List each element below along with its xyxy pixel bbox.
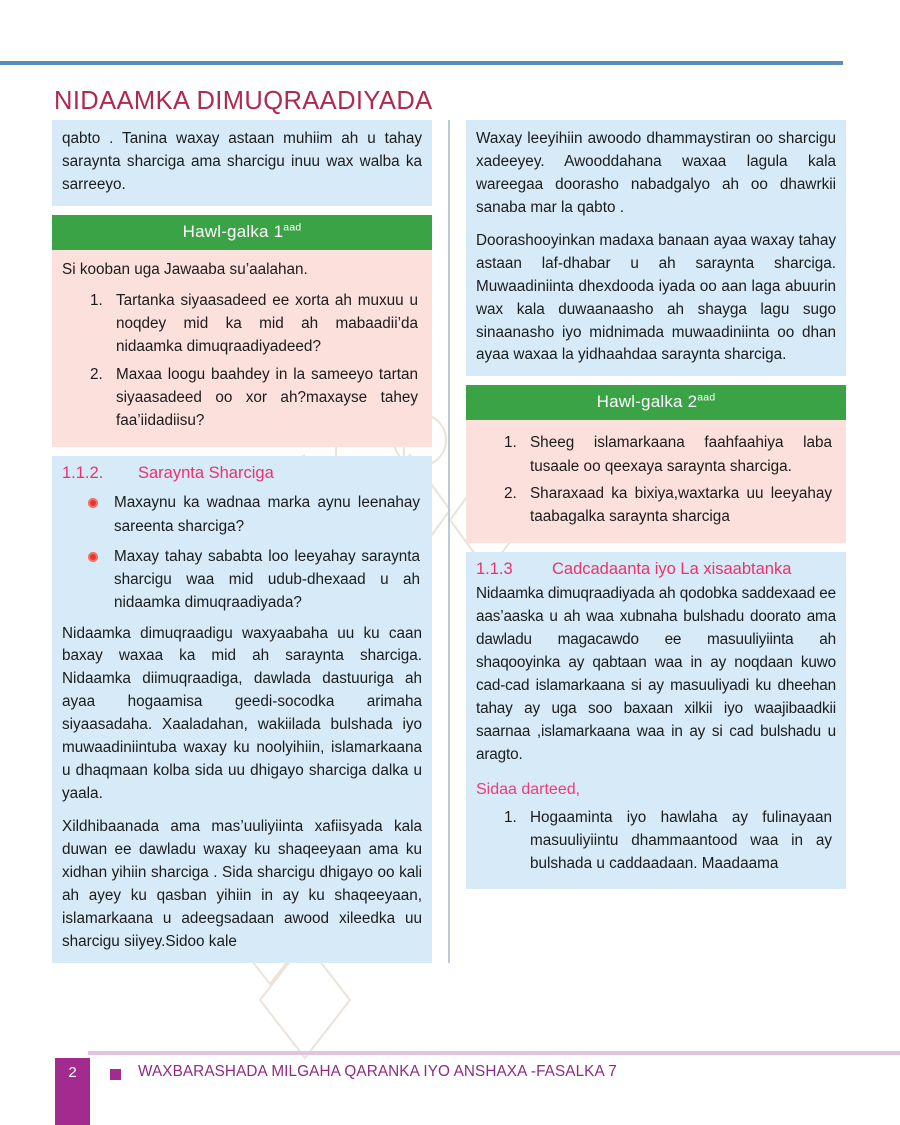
right-top-text-block [466, 120, 846, 376]
section-1-1-3-heading [476, 560, 836, 579]
page-number-box [55, 1058, 90, 1125]
activity-2-question-list [476, 431, 836, 528]
activity-2-body [466, 420, 846, 543]
list-item: Sheeg islamarkaana faahfaahiya laba tusaale oo qeexaya saraynta sharciga. [529, 434, 833, 475]
activity-2-superscript: aad [697, 391, 716, 404]
two-column-layout [52, 120, 846, 963]
section-1-1-2-paragraph-2: Xildhibaanada ama mas’uuliyiinta xafiisyada kala duwan ee dawladu waxay ku shaqeeyaan ama ku xidhan yihiin sharciga . Sida sharcigu dhigayo oo kali ah ayey ku qasban yihiin in ay ku shaqeeyaan, islamarkaana u adeegsadaan awood xileedka uu sharcigu siiyey.Sidoo kale [62, 818, 423, 950]
section-1-1-3-paragraph: Nidaamka dimuqraadiyada ah qodobka saddexaad ee aas’aaska u ah waa xubnaha bulshadu doorato ama dawladu magacawdo ee masuuliyiinta ah shaqooyinka ay qabtaan waa in ay noqdaan kuwo cad-cad islamarkaana si ay masuuliyadi ku dheehan tahay ay uga soo baxaan xilkii iyo waajibaadkii saarnaa ,islamarkaana waa in ay si cad bulshadu u aragto. [475, 585, 837, 763]
column-divider [448, 120, 450, 963]
section-1-1-2-title: Saraynta Sharciga [138, 464, 274, 483]
page-number: 2 [68, 1064, 77, 1081]
footer-rule [88, 1051, 900, 1055]
footer-title: WAXBARASHADA MILGAHA QARANKA IYO ANSHAXA -FASALKA 7 [138, 1063, 617, 1080]
activity-1-lead: Si kooban uga Jawaaba su’aalahan. [62, 260, 308, 278]
activity-2-header [466, 385, 846, 420]
intro-paragraph: qabto . Tanina waxay astaan muhiim ah u tahay saraynta sharciga ama sharcigu inuu wax walba ka sarreeyo. [62, 130, 423, 193]
activity-2-label: Hawl-galka 2 [596, 392, 698, 412]
section-1-1-3-block [466, 552, 846, 888]
list-item [88, 545, 420, 615]
right-column [466, 120, 846, 963]
list-item: Maxaa loogu baahdey in la sameeyo tartan siyaasadeed oo xor ah?maxayse tahey faa’iidadiisu? [116, 365, 419, 429]
list-item: Sharaxaad ka bixiya,waxtarka uu leeyahay taabagalka saraynta sharciga [529, 484, 833, 526]
activity-1-question-list [62, 289, 422, 433]
list-item-text: Maxay tahay sababta loo leeyahay saraynta sharcigu waa mid udub-dhexaad u ah nidaamka dimuqraadiyada? [114, 547, 421, 612]
activity-1-body [52, 250, 432, 447]
right-paragraph-1: Waxay leeyihiin awoodo dhammaystiran oo sharcigu xadeeyey. Awooddahana waxaa lagula kala wareegaa doorasho nabadgalyo ah oo dhawrkii sanaba mar la qabto . [475, 130, 837, 216]
section-1-1-3-number: 1.1.3 [475, 560, 513, 579]
section-1-1-3-title: Cadcadaanta iyo La xisaabtanka [551, 560, 792, 579]
activity-1-superscript: aad [283, 221, 302, 234]
list-item: Tartanka siyaasadeed ee xorta ah muxuu u noqdey mid ka mid ah mabaadii’da nidaamka dimuqraadiyadeed? [116, 291, 419, 356]
activity-1-label: Hawl-galka 1 [182, 221, 284, 241]
footer-square-icon [110, 1069, 121, 1080]
list-item: Hogaaminta iyo hawlaha ay fulinayaan masuuliyiintu dhammaantood waa in ay bulshada u caddaadaan. Maadaama [529, 808, 833, 873]
top-rule [0, 61, 843, 65]
sidaa-darteed-heading: Sidaa darteed, [475, 780, 581, 798]
activity-1-header [52, 215, 432, 250]
page-title: NIDAAMKA DIMUQRAADIYADA [54, 87, 433, 116]
section-1-1-2-number: 1.1.2. [62, 464, 104, 483]
section-1-1-2-block [52, 456, 432, 962]
intro-text-block [52, 120, 432, 206]
red-dot-icon [88, 498, 98, 508]
red-dot-icon [88, 552, 98, 562]
left-column [52, 120, 432, 963]
section-1-1-2-bullets [62, 491, 422, 614]
list-item [88, 491, 420, 538]
section-1-1-3-list [476, 806, 836, 876]
list-item-text: Maxaynu ka wadnaa marka aynu leenahay sareenta sharciga? [114, 494, 421, 535]
right-paragraph-2: Doorashooyinkan madaxa banaan ayaa waxay tahay astaan laf-dhabar u ah saraynta sharciga. Muwaadiniinta dhexdooda iyada oo aan laga abuurin wax kala duwaanaasho ah shayga lagu sugo sinaanasho iyo midnimada muwaadiniinta oo dhan ayaa waxaa la yidhaahdaa saraynta sharciga. [475, 231, 837, 364]
section-1-1-2-heading [62, 464, 422, 483]
section-1-1-2-paragraph-1: Nidaamka dimuqraadigu waxyaabaha uu ku caan baxay waxaa ka mid ah saraynta sharciga. Nidaamka diimuqraadiga, dawlada dastuuriga ah ayaa hogaamisa geedi-socodka arimaha siyaasadaha. Xaaladahan, wakiilada bulshada iyo muwaadiniintuba waxay ku noolyihiin, islamarkaana u dhaqmaan kolba sida uu dhigayo sharciga dalka u yaala. [62, 624, 423, 803]
